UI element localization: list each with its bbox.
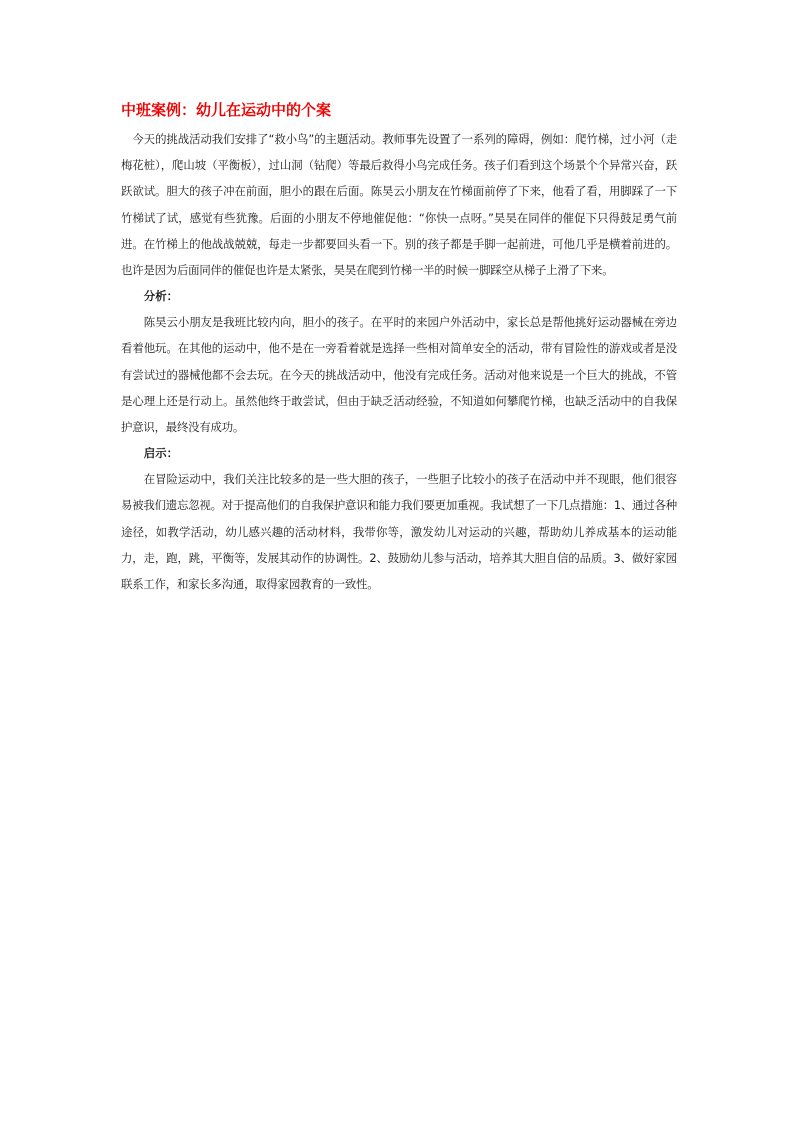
document-title: 中班案例：幼儿在运动中的个案 (121, 101, 332, 119)
inspiration-heading: 启示： (143, 446, 178, 461)
intro-paragraph: 今天的挑战活动我们安排了“救小鸟”的主题活动。教师事先设置了一系列的障碍，例如：爬竹梯，过小河（走梅花桩），爬山坡（平衡板），过山洞（钻爬）等最后救得小鸟完成任务。孩子们看到这个场景个个异常兴奋，跃跃欲试。胆大的孩子冲在前面，胆小的跟在后面。陈昊云小朋友在竹梯面前停了下来，他看了看，用脚踩了一下竹梯试了试，感觉有些犹豫。后面的小朋友不停地催促他：“你快一点呀。”昊昊在同伴的催促下只得鼓足勇气前进。在竹梯上的他战战兢兢，每走一步都要回头看一下。别的孩子都是手脚一起前进，可他几乎是横着前进的。也许是因为后面同伴的催促也许是太紧张，昊昊在爬到竹梯一半的时候一脚踩空从梯子上滑了下来。 (121, 132, 677, 278)
analysis-paragraph: 陈昊云小朋友是我班比较内向，胆小的孩子。在平时的来园户外活动中，家长总是帮他挑好运动器械在旁边看着他玩。在其他的运动中，他不是在一旁看着就是选择一些相对简单安全的活动，带有冒险性的游戏或者是没有尝试过的器械他都不会去玩。在今天的挑战活动中，他没有完成任务。活动对他来说是一个巨大的挑战，不管是心理上还是行动上。虽然他终于敢尝试，但由于缺乏活动经验，不知道如何攀爬竹梯，也缺乏活动中的自我保护意识，最终没有成功。 (121, 315, 677, 435)
analysis-heading: 分析： (143, 289, 178, 304)
document-body (121, 100, 677, 597)
inspiration-paragraph: 在冒险运动中，我们关注比较多的是一些大胆的孩子，一些胆子比较小的孩子在活动中并不现眼，他们很容易被我们遗忘忽视。对于提高他们的自我保护意识和能力我们要更加重视。我试想了一下几点措施：1、通过各种途径，如教学活动，幼儿感兴趣的活动材料，我带你等，激发幼儿对运动的兴趣，帮助幼儿养成基本的运动能力，走，跑，跳，平衡等，发展其动作的协调性。2、鼓励幼儿参与活动，培养其大胆自信的品质。3、做好家园联系工作，和家长多沟通，取得家园教育的一致性。 (121, 472, 677, 592)
